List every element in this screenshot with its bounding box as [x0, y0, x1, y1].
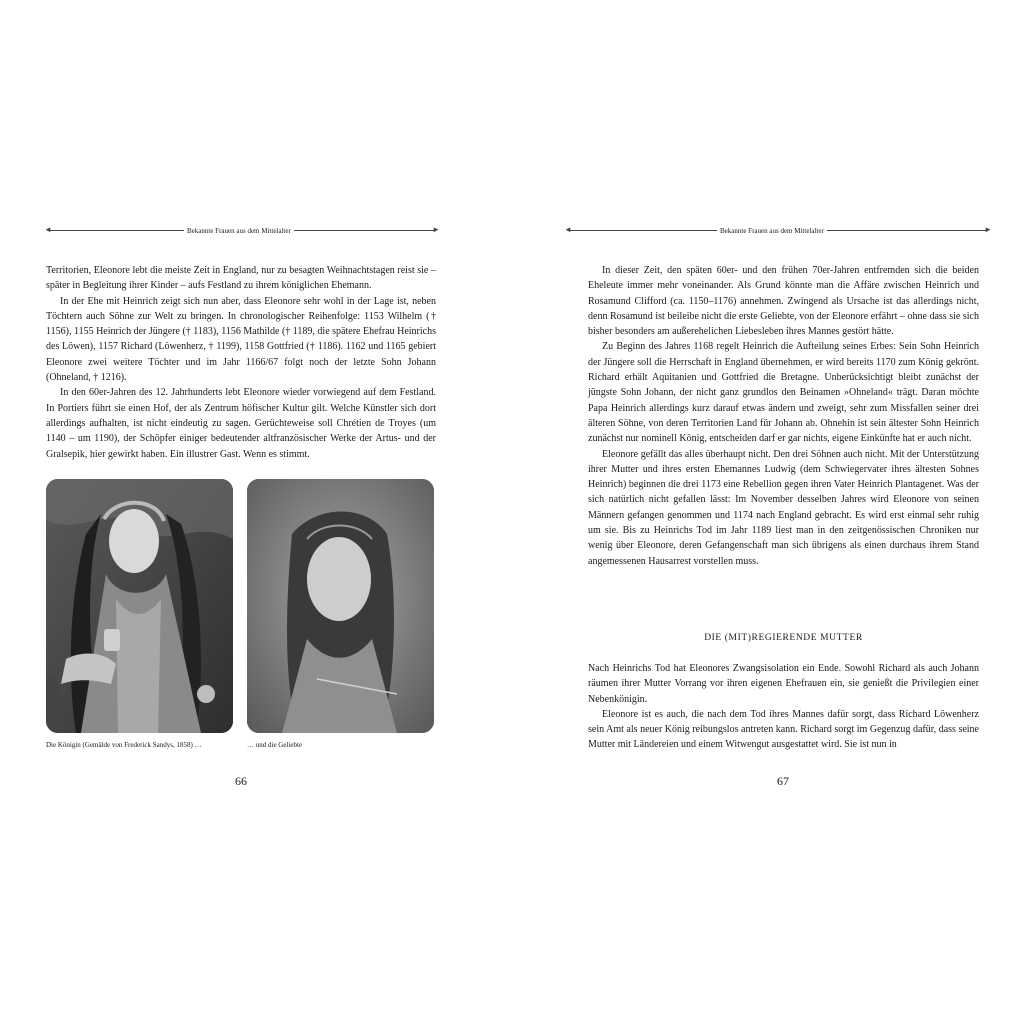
painting-queen-illustration: [46, 479, 233, 733]
paragraph: Zu Beginn des Jahres 1168 regelt Heinrich die Aufteilung seines Erbes: Sein Sohn Heinrich der Jüngere soll die Herrschaft in England übernehmen, er wird bereits 1170 zum König gekrönt. Richard erhält Aquitanien und Gottfried die Bretagne. Unberücksichtigt bleibt zunächst der jüngste Sohn Johann, der nicht ganz grundlos den Beinamen »Ohneland« trägt. Daran möchte Papa Heinrich allerdings kurz darauf etwas ändern und zweigt, sehr zum Missfallen seiner drei älteren Söhne, von deren Territorien Land für Johann ab. Ohnehin ist sein ältester Sohn Heinrich zunächst nur nominell König, entscheiden darf er gar nichts, eigene Einkünfte hat er auch nicht.: [588, 341, 979, 445]
right-page-body-top: [588, 263, 979, 569]
portrait-mistress-image: [247, 479, 434, 733]
paragraph: In der Ehe mit Heinrich zeigt sich nun aber, dass Eleonore sehr wohl in der Lage ist, neben Töchtern auch Söhne zur Welt zu bringen. In chronologischer Reihenfolge: 1153 Wilhelm († 1156), 1155 Heinrich der Jüngere († 1183), 1156 Mathilde († 1189, die spätere Ehefrau Heinrichs des Löwen), 1157 Richard (Löwenherz, † 1199), 1158 Gottfried († 1186). 1162 und 1165 gebiert Eleonore zwei weitere Töchter und im Jahr 1166/67 folgt noch der letzte Sohn Johann (Ohneland, † 1216).: [46, 295, 436, 384]
running-header-right: [566, 225, 990, 237]
paragraph: Territorien, Eleonore lebt die meiste Zeit in England, nur zu besagten Weihnachtstagen reist sie – später in Begleitung ihrer Kinder – aufs Festland zu ihrem königlichen Ehemann.: [46, 265, 436, 292]
page-number-left: 66: [235, 774, 247, 788]
right-page-body-bottom: [588, 661, 979, 753]
arrow-right-icon: ►: [432, 225, 440, 234]
image-caption-right: … und die Geliebte: [247, 741, 303, 749]
arrow-right-icon: ►: [984, 225, 992, 234]
running-header-title: Bekannte Frauen aus dem Mittelalter: [717, 225, 827, 237]
paragraph: Eleonore gefällt das alles überhaupt nicht. Den drei Söhnen auch nicht. Mit der Unterstützung ihrer Mutter und ihres ersten Ehemannes Ludwig (dem Schwiegervater ihres ältesten Sohnes Heinrich) beginnen die drei 1173 eine Rebellion gegen ihren Vater Heinrich Plantagenet. Was der sich natürlich nicht gefallen lässt: Im November desselben Jahres wird Eleonore von seinen Männern gefangen genommen und 1174 nach England gebracht. Es wird erst einmal sehr ruhig um sie. Bis zu Heinrichs Tod im Jahr 1189 liest man in den zeitgenössischen Chroniken nur wenig über Eleonore, deren Gefangenschaft man sich übrigens als einen durchaus ihrem Stand angemessenen Hausarrest vorstellen muss.: [588, 448, 979, 567]
paragraph: Nach Heinrichs Tod hat Eleonores Zwangsisolation ein Ende. Sowohl Richard als auch Johann räumen ihrer Mutter Vorrang vor ihren eigenen Ehefrauen ein, sie genießt die Privilegien einer Nebenkönigin.: [588, 663, 979, 705]
portrait-mistress-illustration: [247, 479, 434, 733]
right-page: [512, 0, 1024, 1024]
left-page-body: [46, 263, 436, 462]
running-header-title: Bekannte Frauen aus dem Mittelalter: [184, 225, 294, 237]
page-number-right: 67: [777, 774, 789, 788]
paragraph: Eleonore ist es auch, die nach dem Tod ihres Mannes dafür sorgt, dass Richard Löwenherz sein Amt als neuer König reibungslos antreten kann. Richard sorgt im Gegenzug dafür, dass seine Mutter mit Ländereien und einem Witwengut ausgestattet wird. Sie ist nun in: [588, 708, 979, 751]
paragraph: In dieser Zeit, den späten 60er- und den frühen 70er-Jahren entfremden sich die beiden Eheleute immer mehr voneinander. Als Grund könnte man die Affäre zwischen Heinrich und Rosamund Clifford (ca. 1150–1176) annehmen. Zwingend als Ursache ist das allerdings nicht, denn Rosamund ist beileibe nicht die erste Geliebte, von der Eleonore erfährt – ohne dass sie sich bisher besonders am außerehelichen Liebesleben ihres Mannes gestört hätte.: [588, 265, 979, 338]
arrow-left-icon: ◄: [44, 225, 52, 234]
image-caption-left: Die Königin (Gemälde von Frederick Sandys, 1858) …: [46, 741, 202, 749]
paragraph: In den 60er-Jahren des 12. Jahrhunderts lebt Eleonore wieder vorwiegend auf dem Festland. In Portiers führt sie einen Hof, der als Zentrum höfischer Kultur gilt. Welche Künstler sich dort allerdings aufhalten, ist nicht eindeutig zu sagen. Gerüchteweise soll Chrétien de Troyes (um 1140 – um 1190), der Schöpfer einiger bedeutender altfranzösischer Werke der Artus- und der Gralsepik, hier gewirkt haben. Ein illustrer Gast. Wenn es stimmt.: [46, 387, 436, 460]
running-header-left: [46, 225, 438, 237]
arrow-left-icon: ◄: [564, 225, 572, 234]
painting-queen-image: [46, 479, 233, 733]
section-heading: DIE (MIT)REGIERENDE MUTTER: [704, 633, 863, 643]
